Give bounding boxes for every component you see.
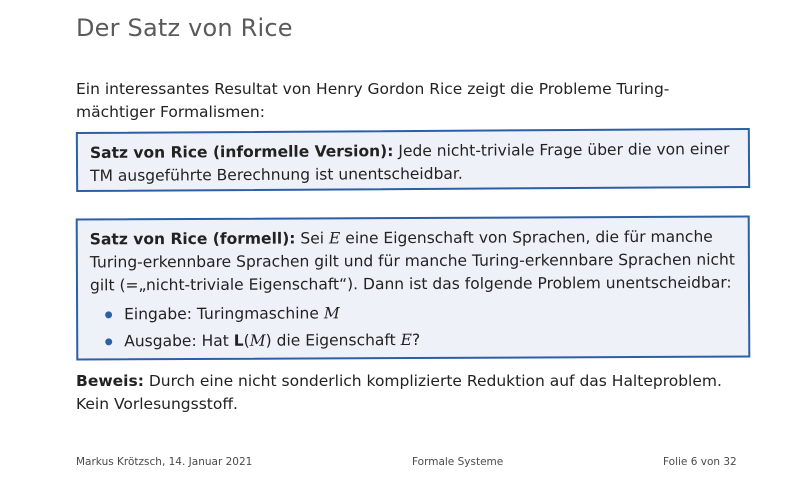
bullet-output-suffix: ? xyxy=(411,330,421,350)
math-language-l: L xyxy=(233,331,244,350)
intro-paragraph: Ein interessantes Resultat von Henry Gordon Rice zeigt die Probleme Turing-mächtiger Formalismen: xyxy=(76,80,670,121)
math-var-e: E xyxy=(328,229,341,248)
bullet-dot-icon xyxy=(105,311,112,318)
theorem-formal-statement xyxy=(90,226,736,298)
theorem-formal-text-1: Sei xyxy=(295,229,330,248)
paren-open: ( xyxy=(243,331,250,350)
theorem-formal-box xyxy=(76,216,751,361)
footer-course: Formale Systeme xyxy=(412,456,504,468)
theorem-formal-text-2: eine Eigenschaft von Sprachen, die für manche Turing-erkennbare Sprachen gilt und für manche Turing-erkennbare Sprachen nicht gilt (=„nicht-triviale Eigenschaft“). Dann ist das folgende Problem unentscheidbar: xyxy=(89,227,735,295)
slide-title: Der Satz von Rice xyxy=(76,14,293,42)
bullet-output-middle: die Eigenschaft xyxy=(271,331,401,350)
list-item-input xyxy=(102,299,736,329)
theorem-informal-box xyxy=(76,128,750,192)
footer-slide-number: Folie 6 von 32 xyxy=(663,456,737,468)
math-var-m: M xyxy=(249,331,266,350)
proof-paragraph xyxy=(76,370,746,416)
paren-close: ) xyxy=(265,331,272,350)
proof-text: Durch eine nicht sonderlich komplizierte Reduktion auf das Halteproblem. Kein Vorlesungsstoff. xyxy=(76,372,722,413)
math-var-e: E xyxy=(400,331,412,350)
proof-heading: Beweis: xyxy=(76,372,144,390)
theorem-formal-heading: Satz von Rice (formell): xyxy=(89,229,296,249)
footer-author-date: Markus Krötzsch, 14. Januar 2021 xyxy=(76,456,253,468)
bullet-input-text: Eingabe: Turingmaschine xyxy=(124,304,324,324)
bullet-dot-icon xyxy=(105,338,112,345)
theorem-informal-heading: Satz von Rice (informelle Version): xyxy=(89,142,394,162)
bullet-output-prefix: Ausgabe: Hat xyxy=(124,331,234,351)
math-var-m: M xyxy=(323,304,340,323)
problem-definition-list xyxy=(90,299,736,356)
theorem-informal-text: Jede nicht-triviale Frage über die von einer TM ausgeführte Berechnung ist unentscheidbar. xyxy=(90,140,730,185)
list-item-output xyxy=(102,326,736,356)
